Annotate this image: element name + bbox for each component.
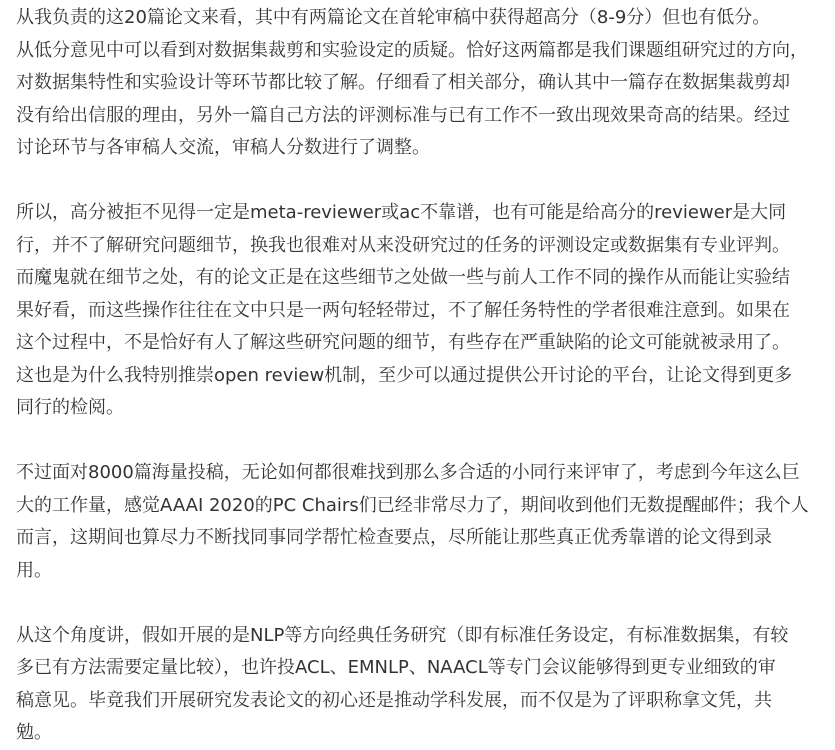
- paragraph-3: [16, 457, 823, 587]
- text-line: 不过面对8000篇海量投稿，无论如何都很难找到那么多合适的小同行来评审了，考虑到今年这么巨: [16, 462, 800, 483]
- text-line: 没有给出信服的理由，另外一篇自己方法的评测标准与已有工作不一致出现效果奇高的结果。经过: [16, 104, 790, 126]
- text-line: 稿意见。毕竟我们开展研究发表论文的初心还是推动学科发展，而不仅是为了评职称拿文凭，共: [16, 689, 772, 711]
- text-line: 从低分意见中可以看到对数据集裁剪和实验设定的质疑。恰好这两篇都是我们课题组研究过的方向，: [16, 39, 808, 61]
- text-line: 用。: [16, 559, 52, 581]
- paragraph-1: [16, 2, 823, 165]
- text-line: 所以，高分被拒不见得一定是meta-reviewer或ac不靠谱，也有可能是给高分的reviewer是大同: [16, 202, 787, 223]
- text-line: 勉。: [16, 722, 52, 743]
- text-line: 讨论环节与各审稿人交流，审稿人分数进行了调整。: [16, 137, 430, 158]
- text-line: 大的工作量，感觉AAAI 2020的PC Chairs们已经非常尽力了，期间收到他们无数提醒邮件；我个人: [16, 494, 809, 516]
- text-line: 而言，这期间也算尽力不断找同事同学帮忙检查要点，尽所能让那些真正优秀靠谱的论文得到录: [16, 527, 772, 548]
- paragraph-2: [16, 197, 823, 425]
- text-line: 行，并不了解研究问题细节，换我也很难对从来没研究过的任务的评测设定或数据集有专业评判。: [16, 234, 790, 256]
- text-line: 这也是为什么我特别推崇open review机制，至少可以通过提供公开讨论的平台，让论文得到更多: [16, 364, 793, 386]
- text-line: 这个过程中，不是恰好有人了解这些研究问题的细节，有些存在严重缺陷的论文可能就被录用了。: [16, 332, 790, 353]
- text-line: 果好看，而这些操作往往在文中只是一两句轻轻带过，不了解任务特性的学者很难注意到。如果在: [16, 299, 790, 321]
- text-line: 多已有方法需要定量比较），也许投ACL、EMNLP、NAACL等专门会议能够得到更专业细致的审: [16, 657, 776, 678]
- text-line: 从我负责的这20篇论文来看，其中有两篇论文在首轮审稿中获得超高分（8-9分）但也有低分。: [16, 7, 771, 28]
- text-line: 同行的检阅。: [16, 397, 124, 418]
- text-line: 从这个角度讲，假如开展的是NLP等方向经典任务研究（即有标准任务设定，有标准数据集，有较: [16, 624, 789, 646]
- text-line: 而魔鬼就在细节之处，有的论文正是在这些细节之处做一些与前人工作不同的操作从而能让实验结: [16, 267, 790, 288]
- text-line: 对数据集特性和实验设计等环节都比较了解。仔细看了相关部分，确认其中一篇存在数据集裁剪却: [16, 72, 790, 93]
